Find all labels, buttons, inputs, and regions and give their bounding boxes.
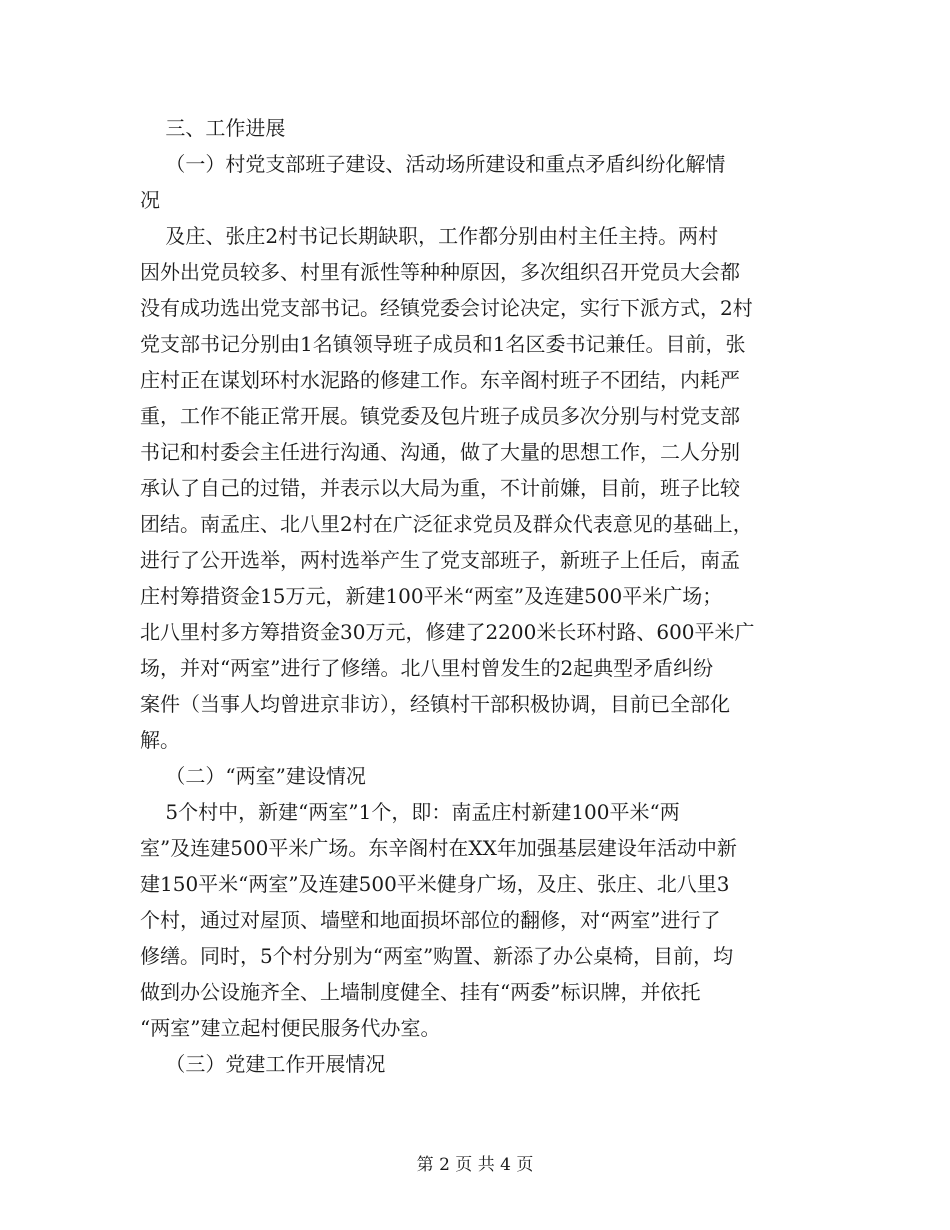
text-line: （二）“两室”建设情况 [140, 764, 366, 788]
text-line: 庄村筹措资金15万元，新建100平米“两室”及连建500平米广场； [140, 584, 723, 608]
text-line: 5个村中，新建“两室”1个，即：南孟庄村新建100平米“两 [140, 800, 680, 824]
text-line: 场，并对“两室”进行了修缮。北八里村曾发生的2起典型矛盾纠纷 [140, 656, 714, 680]
text-line: 承认了自己的过错，并表示以大局为重，不计前嫌，目前，班子比较 [140, 476, 740, 500]
text-line: 没有成功选出党支部书记。经镇党委会讨论决定，实行下派方式，2村 [140, 296, 753, 320]
text-line: 因外出党员较多、村里有派性等种种原因，多次组织召开党员大会都 [140, 260, 740, 284]
text-line: 况 [140, 188, 160, 212]
text-line: （三）党建工作开展情况 [140, 1052, 386, 1076]
page-footer: 第 2 页 共 4 页 [416, 1155, 534, 1175]
text-line: 书记和村委会主任进行沟通、沟通，做了大量的思想工作，二人分别 [140, 440, 740, 464]
text-line: 进行了公开选举，两村选举产生了党支部班子，新班子上任后，南孟 [140, 548, 740, 572]
text-line: 解。 [140, 728, 180, 752]
text-line: 团结。南孟庄、北八里2村在广泛征求党员及群众代表意见的基础上， [140, 512, 753, 536]
text-line: 做到办公设施齐全、上墙制度健全、挂有“两委”标识牌，并依托 [140, 980, 701, 1004]
text-line: 及庄、张庄2村书记长期缺职，工作都分别由村主任主持。两村 [140, 224, 719, 248]
text-line: 党支部书记分别由1名镇领导班子成员和1名区委书记兼任。目前，张 [140, 332, 746, 356]
text-line: （一）村党支部班子建设、活动场所建设和重点矛盾纠纷化解情 [140, 152, 726, 176]
text-line: 重，工作不能正常开展。镇党委及包片班子成员多次分别与村党支部 [140, 404, 740, 428]
text-line: 建150平米“两室”及连建500平米健身广场，及庄、张庄、北八里3 [140, 872, 730, 896]
text-line: “两室”建立起村便民服务代办室。 [140, 1016, 441, 1040]
text-line: 三、工作进展 [140, 116, 286, 140]
text-line: 修缮。同时，5个村分别为“两室”购置、新添了办公桌椅，目前，均 [140, 944, 734, 968]
document-body [140, 110, 805, 1082]
text-line: 案件（当事人均曾进京非访），经镇村干部积极协调，目前已全部化 [140, 692, 730, 716]
text-line: 室”及连建500平米广场。东辛阁村在XX年加强基层建设年活动中新 [140, 836, 737, 860]
text-line: 庄村正在谋划环村水泥路的修建工作。东辛阁村班子不团结，内耗严 [140, 368, 740, 392]
text-line: 个村，通过对屋顶、墙壁和地面损坏部位的翻修，对“两室”进行了 [140, 908, 721, 932]
text-line: 北八里村多方筹措资金30万元，修建了2200米长环村路、600平米广 [140, 620, 755, 644]
